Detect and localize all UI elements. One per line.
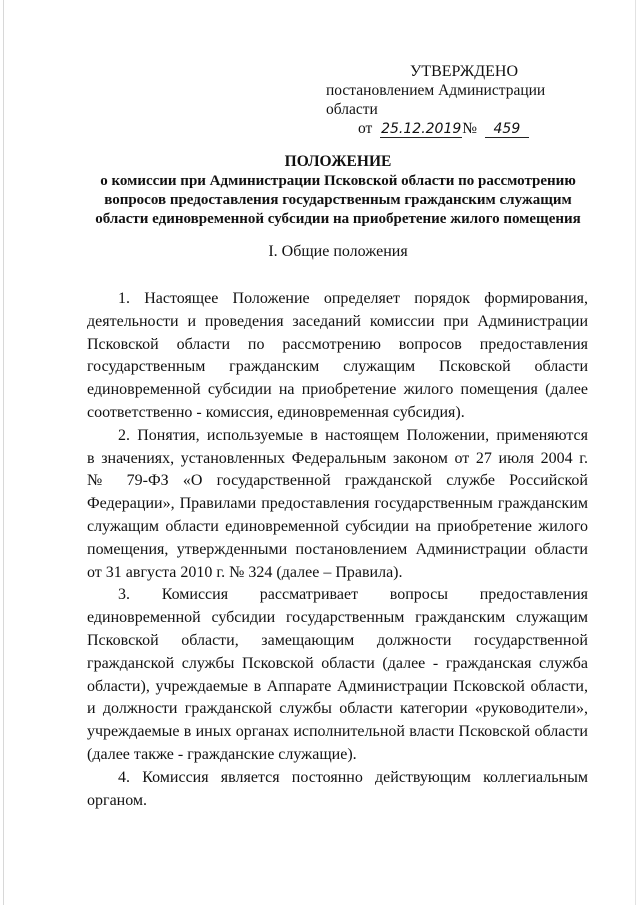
scan-edge-right <box>635 0 636 905</box>
paragraph-line: области), учреждаемые в Аппарате Администрации Псковской области, <box>87 677 588 695</box>
approval-line: постановлением Администрации области <box>326 82 546 118</box>
subtitle-line: вопросов предоставления государственным гражданским служащим <box>104 192 572 208</box>
scan-edge-left <box>3 0 4 905</box>
paragraph-line: 4. Комиссия является постоянно действующим коллегиальным <box>118 768 588 786</box>
approval-date-number <box>318 119 598 138</box>
paragraph-line: соответственно - комиссия, единовременная субсидия). <box>87 403 465 421</box>
approval-from-prefix: от <box>358 120 373 137</box>
paragraph-line: и должности гражданской службы области категории «руководители», <box>87 700 588 718</box>
paragraph-line: Псковской области, замещающим должности государственной <box>87 631 588 649</box>
document-subtitle <box>60 172 616 229</box>
approval-stamp <box>318 62 598 138</box>
paragraph-2 <box>87 425 588 585</box>
paragraph-line: учреждаемые в иных органах исполнительной власти Псковской области <box>87 723 588 741</box>
paragraph-line: от 31 августа 2010 г. № 324 (далее – Правила). <box>87 563 403 581</box>
paragraph-line: государственным гражданским служащим Псковской области <box>87 358 588 376</box>
approval-handwritten-date: 25.12.2019 <box>381 121 462 137</box>
paragraph-line: деятельности и проведения заседаний комиссии при Администрации <box>87 312 588 330</box>
paragraph-line: единовременной субсидии государственным гражданским служащим <box>87 609 588 627</box>
section-heading: I. Общие положения <box>268 243 408 260</box>
paragraph-line: органом. <box>87 791 148 809</box>
subtitle-line: области единовременной субсидии на приобретение жилого помещения <box>95 211 581 227</box>
approval-number-prefix: № <box>462 120 477 137</box>
paragraph-line: Псковской области по рассмотрению вопросов предоставления <box>87 335 588 353</box>
paragraph-line: Федерации», Правилами предоставления государственным гражданским <box>87 495 588 513</box>
paragraph-line: гражданской службы Псковской области (далее - гражданская служба <box>87 654 588 672</box>
paragraph-1 <box>87 288 588 425</box>
paragraph-4 <box>87 767 588 813</box>
paragraph-line: единовременной субсидии на приобретение жилого помещения (далее <box>87 381 588 399</box>
paragraph-line: 3. Комиссия рассматривает вопросы предоставления <box>118 586 588 604</box>
paragraph-line: в значениях, установленных Федеральным законом от 27 июля 2004 г. <box>87 449 588 467</box>
subtitle-line: о комиссии при Администрации Псковской области по рассмотрению <box>100 173 576 189</box>
approval-title: УТВЕРЖДЕНО <box>410 63 519 80</box>
paragraph-line: помещения, утвержденными постановлением Администрации области <box>87 540 588 558</box>
paragraph-line: 1. Настоящее Положение определяет порядок формирования, <box>118 290 588 307</box>
document-body <box>87 288 588 812</box>
paragraph-line: 2. Понятия, используемые в настоящем Положении, применяются <box>118 426 588 444</box>
paragraph-line: № 79-ФЗ «О государственной гражданской службе Российской <box>87 472 588 490</box>
paragraph-line: (далее также - гражданские служащие). <box>87 745 357 763</box>
approval-handwritten-number: 459 <box>485 122 529 138</box>
paragraph-3 <box>87 584 588 766</box>
paragraph-line: служащим области единовременной субсидии на приобретение жилого <box>87 517 588 535</box>
document-title: ПОЛОЖЕНИЕ <box>284 153 392 170</box>
